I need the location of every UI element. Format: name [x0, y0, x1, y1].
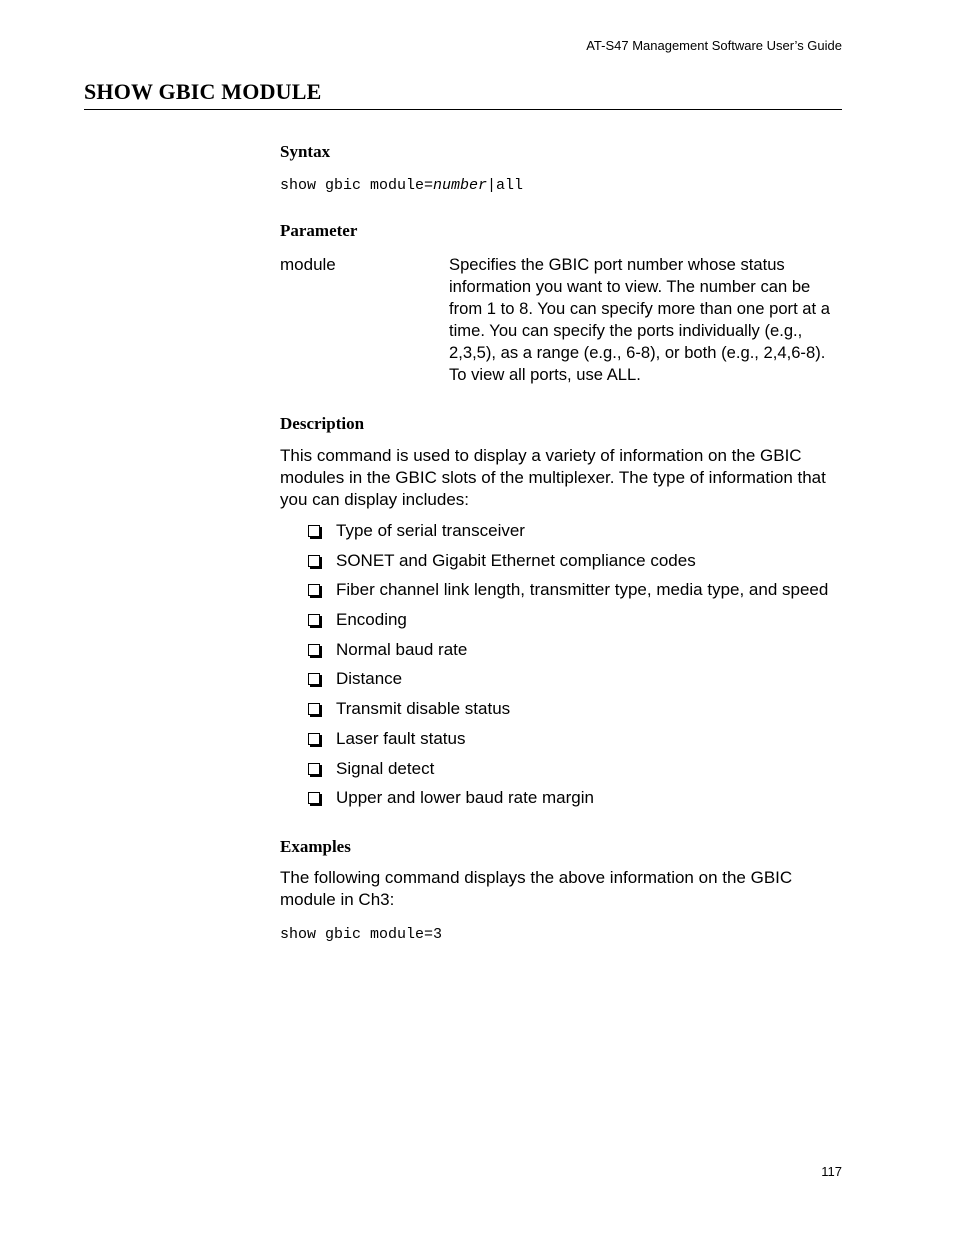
parameter-name: module [280, 255, 336, 274]
example-command: show gbic module=3 [280, 926, 443, 943]
checkbox-icon [308, 792, 320, 804]
list-item-label: Transmit disable status [336, 699, 511, 719]
list-item [308, 787, 828, 817]
syntax-command [280, 176, 523, 196]
syntax-command-variable: number [433, 177, 488, 194]
running-header: AT-S47 Management Software User’s Guide [586, 38, 842, 53]
checkbox-icon [308, 614, 320, 626]
checkbox-icon [308, 525, 320, 537]
list-item-label: Normal baud rate [336, 639, 468, 659]
list-item-label: Signal detect [336, 758, 435, 778]
checkbox-icon [308, 703, 320, 715]
list-item-label: Type of serial transceiver [336, 521, 525, 540]
checkbox-icon [308, 763, 320, 775]
examples-text: The following command displays the above information on the GBIC module in Ch3: [280, 868, 793, 909]
checkbox-icon [308, 644, 320, 656]
list-item [308, 579, 828, 609]
description-text: This command is used to display a variety of information on the GBIC modules in the GBIC slots of the multiplexer. The type of information that you can display includes: [280, 446, 826, 509]
checkbox-icon [308, 555, 320, 567]
checkbox-icon [308, 673, 320, 685]
list-item [308, 728, 828, 758]
list-item-label: Distance [336, 669, 403, 689]
title-rule [84, 109, 842, 110]
list-item [308, 520, 828, 550]
syntax-command-suffix: |all [487, 177, 524, 194]
list-item [308, 639, 828, 669]
list-item-label: Laser fault status [336, 728, 466, 748]
information-list [308, 520, 828, 817]
examples-heading: Examples [280, 837, 351, 856]
syntax-command-prefix: show gbic module= [280, 177, 434, 194]
list-item-label: Encoding [336, 610, 407, 630]
parameter-description: Specifies the GBIC port number whose status information you want to view. The number can be from 1 to 8. You can specify more than one port at a time. You can specify the ports individually (e.g., 2,3,5), as a range (e.g., 6-8), or both (e.g., 2,4,6-8). To view all ports, use ALL. [449, 255, 830, 384]
syntax-heading: Syntax [280, 142, 331, 161]
parameter-heading: Parameter [280, 221, 358, 240]
page-number: 117 [821, 1164, 842, 1179]
description-heading: Description [280, 414, 365, 433]
list-item [308, 550, 828, 580]
list-item [308, 758, 828, 788]
list-item-label: SONET and Gigabit Ethernet compliance codes [336, 550, 696, 570]
list-item [308, 698, 828, 728]
checkbox-icon [308, 733, 320, 745]
list-item-label: Upper and lower baud rate margin [336, 788, 594, 808]
list-item [308, 668, 828, 698]
section-title: SHOW GBIC MODULE [84, 79, 322, 104]
list-item [308, 609, 828, 639]
list-item-label: Fiber channel link length, transmitter type, media type, and speed [336, 580, 829, 600]
checkbox-icon [308, 584, 320, 596]
